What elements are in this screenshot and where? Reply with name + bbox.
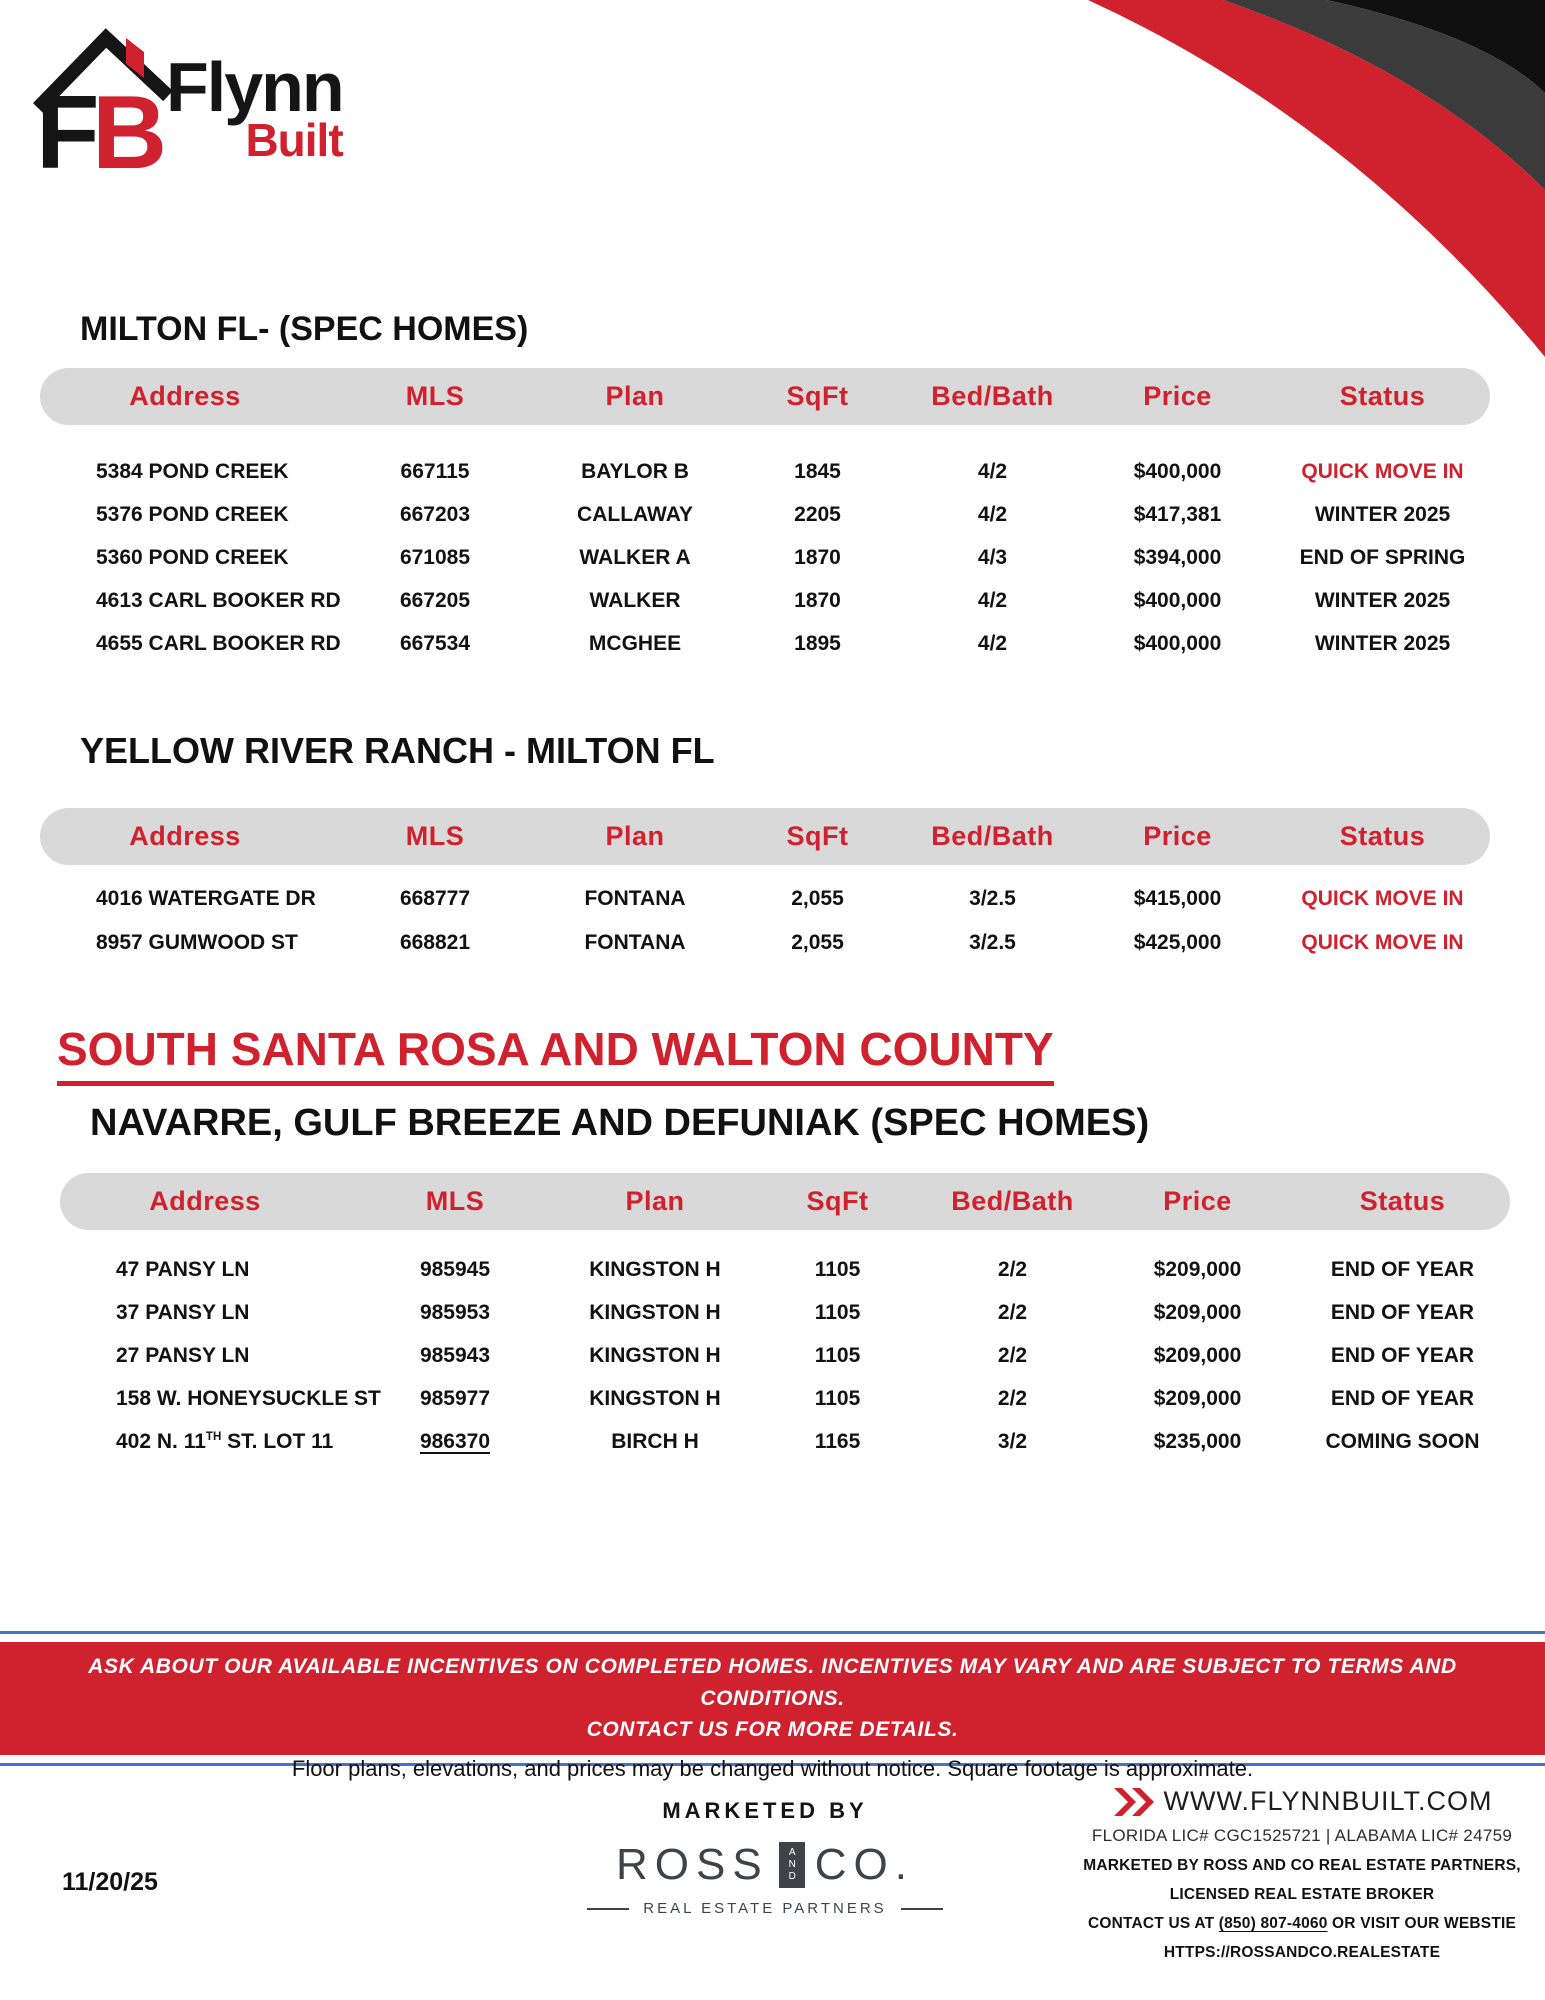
price-cell: $415,000 <box>1133 887 1222 910</box>
logo-built: Built <box>245 113 343 166</box>
column-header-sqft: SqFt <box>806 1186 869 1216</box>
column-header-address: Address <box>129 821 241 851</box>
mls-cell: 985945 <box>419 1257 491 1281</box>
region-title-south-santa-rosa: SOUTH SANTA ROSA AND WALTON COUNTY <box>57 1022 1054 1086</box>
contact-line <box>1072 1915 1532 1933</box>
table-body <box>40 425 1490 665</box>
section-title-milton: MILTON FL- (SPEC HOMES) <box>80 310 529 348</box>
sqft-cell: 1165 <box>814 1429 861 1453</box>
ross-and-co-logo <box>555 1840 975 1890</box>
contact-block <box>1072 1786 1532 1962</box>
ross-tagline: REAL ESTATE PARTNERS <box>643 1900 887 1917</box>
column-header-sqft: SqFt <box>786 821 849 851</box>
plan-cell: BIRCH H <box>611 1429 699 1453</box>
mls-cell: 667534 <box>399 631 471 655</box>
column-header-price: Price <box>1143 821 1212 851</box>
bedbath-cell: 4/3 <box>977 545 1008 569</box>
disclaimer-text: Floor plans, elevations, and prices may be changed without notice. Square footage is approximate. <box>291 1756 1254 1781</box>
sqft-cell: 1105 <box>814 1257 861 1281</box>
table-row <box>60 1377 1510 1420</box>
column-header-bed-bath: Bed/Bath <box>931 821 1054 851</box>
table-yellow-river-ranch <box>40 808 1490 965</box>
address-cell: 8957 GUMWOOD ST <box>96 931 298 954</box>
address-cell: 4655 CARL BOOKER RD <box>96 631 341 655</box>
column-header-sqft: SqFt <box>786 381 849 411</box>
bedbath-cell: 4/2 <box>977 631 1008 655</box>
price-cell: $425,000 <box>1133 931 1222 954</box>
column-header-status: Status <box>1359 1186 1446 1216</box>
price-cell: $394,000 <box>1133 545 1222 569</box>
status-cell: QUICK MOVE IN <box>1301 931 1464 954</box>
price-cell: $235,000 <box>1153 1429 1242 1453</box>
column-header-address: Address <box>149 1186 261 1216</box>
section-title-yellow-river: YELLOW RIVER RANCH - MILTON FL <box>80 730 715 771</box>
column-header-mls: MLS <box>405 381 465 411</box>
table-row <box>40 921 1490 965</box>
price-cell: $209,000 <box>1153 1257 1242 1281</box>
sqft-cell: 1870 <box>794 588 841 612</box>
bedbath-cell: 2/2 <box>997 1300 1028 1324</box>
table-milton-spec-homes <box>40 368 1490 665</box>
logo-flynn: Flynn <box>166 48 343 126</box>
address-cell: 5376 POND CREEK <box>96 502 289 526</box>
sqft-cell: 1895 <box>794 631 841 655</box>
plan-cell: WALKER <box>589 588 681 612</box>
sqft-cell: 1105 <box>814 1300 861 1324</box>
mls-cell: 667115 <box>400 459 470 483</box>
section-title-navarre: NAVARRE, GULF BREEZE AND DEFUNIAK (SPEC HOMES) <box>90 1102 1150 1144</box>
bedbath-cell: 3/2.5 <box>969 887 1016 910</box>
ross-wordmark: ROSS <box>616 1840 769 1889</box>
banner-top-line <box>0 1631 1545 1634</box>
corner-decoration <box>845 0 1545 400</box>
plan-cell: FONTANA <box>584 931 686 954</box>
contact-post: OR VISIT OUR WEBSTIE <box>1327 1915 1517 1932</box>
price-cell: $400,000 <box>1133 631 1222 655</box>
logo-text <box>166 48 343 166</box>
tagline-left-dash <box>587 1908 629 1910</box>
table-row <box>40 450 1490 493</box>
banner-line-2: CONTACT US FOR MORE DETAILS. <box>586 1718 959 1741</box>
column-header-status: Status <box>1339 821 1426 851</box>
table-body <box>40 865 1490 965</box>
column-header-plan: Plan <box>605 821 665 851</box>
status-cell: QUICK MOVE IN <box>1301 887 1464 910</box>
and-box: AND <box>779 1842 805 1888</box>
status-cell: END OF SPRING <box>1299 545 1466 569</box>
plan-cell: KINGSTON H <box>589 1257 721 1281</box>
table-row <box>40 579 1490 622</box>
bedbath-cell: 2/2 <box>997 1386 1028 1410</box>
address-cell: 4016 WATERGATE DR <box>96 887 316 910</box>
status-cell: END OF YEAR <box>1330 1343 1475 1367</box>
table-row <box>40 622 1490 665</box>
corner-black-band <box>1327 0 1545 93</box>
broker-line-1: MARKETED BY ROSS AND CO REAL ESTATE PARTNERS, <box>1083 1857 1521 1874</box>
table-row <box>60 1334 1510 1377</box>
bedbath-cell: 4/2 <box>977 502 1008 526</box>
status-cell: END OF YEAR <box>1330 1386 1475 1410</box>
corner-gray-band <box>1223 0 1545 190</box>
column-header-address: Address <box>129 381 241 411</box>
column-header-status: Status <box>1339 381 1426 411</box>
sqft-cell: 1105 <box>814 1343 861 1367</box>
mls-cell: 671085 <box>399 545 471 569</box>
price-cell: $209,000 <box>1153 1386 1242 1410</box>
address-cell: 37 PANSY LN <box>116 1300 250 1324</box>
mls-cell: 667205 <box>399 588 471 612</box>
address-cell: 158 W. HONEYSUCKLE ST <box>116 1386 381 1410</box>
column-header-plan: Plan <box>625 1186 685 1216</box>
table-header-row <box>40 368 1490 425</box>
price-cell: $417,381 <box>1133 502 1222 526</box>
sqft-cell: 1870 <box>794 545 841 569</box>
status-cell: WINTER 2025 <box>1314 502 1451 526</box>
tagline-right-dash <box>901 1908 943 1910</box>
flyer-date: 11/20/25 <box>62 1868 158 1896</box>
bedbath-cell: 4/2 <box>977 588 1008 612</box>
plan-cell: KINGSTON H <box>589 1300 721 1324</box>
status-cell: COMING SOON <box>1325 1429 1480 1453</box>
table-row <box>40 493 1490 536</box>
price-cell: $209,000 <box>1153 1300 1242 1324</box>
status-cell: WINTER 2025 <box>1314 588 1451 612</box>
co-wordmark: CO. <box>814 1840 914 1889</box>
address-cell: 402 N. 11TH ST. LOT 11 <box>116 1429 334 1453</box>
column-header-mls: MLS <box>425 1186 485 1216</box>
table-body <box>60 1230 1510 1463</box>
sqft-cell: 1845 <box>794 459 841 483</box>
mls-cell: 668777 <box>399 887 471 910</box>
price-cell: $400,000 <box>1133 588 1222 612</box>
incentive-banner <box>0 1631 1545 1766</box>
bedbath-cell: 3/2 <box>997 1429 1028 1453</box>
banner-line-1: ASK ABOUT OUR AVAILABLE INCENTIVES ON COMPLETED HOMES. INCENTIVES MAY VARY AND ARE SUBJECT TO TERMS AND CONDITIONS. <box>88 1655 1457 1710</box>
table-row <box>60 1291 1510 1334</box>
column-header-price: Price <box>1143 381 1212 411</box>
license-numbers: FLORIDA LIC# CGC1525721 | ALABAMA LIC# 24759 <box>1091 1826 1513 1845</box>
mls-cell: 985953 <box>419 1300 491 1324</box>
double-chevron-icon <box>1112 1788 1154 1816</box>
column-header-plan: Plan <box>605 381 665 411</box>
flynn-built-logo <box>30 26 343 176</box>
mls-cell: 668821 <box>399 931 471 954</box>
table-row <box>60 1248 1510 1291</box>
corner-red-band <box>1088 0 1545 357</box>
address-cell: 47 PANSY LN <box>116 1257 250 1281</box>
status-cell: QUICK MOVE IN <box>1301 459 1464 483</box>
price-cell: $400,000 <box>1133 459 1222 483</box>
banner-red-band <box>0 1642 1545 1755</box>
phone-number-link[interactable]: (850) 807-4060 <box>1218 1915 1328 1932</box>
plan-cell: BAYLOR B <box>581 459 689 483</box>
address-cell: 5384 POND CREEK <box>96 459 289 483</box>
plan-cell: CALLAWAY <box>577 502 693 526</box>
plan-cell: MCGHEE <box>588 631 682 655</box>
mls-cell: 667203 <box>399 502 471 526</box>
table-header-row <box>40 808 1490 865</box>
column-header-mls: MLS <box>405 821 465 851</box>
address-cell: 5360 POND CREEK <box>96 545 289 569</box>
table-header-row <box>60 1173 1510 1230</box>
marketed-by-block <box>555 1798 975 1917</box>
sqft-cell: 1105 <box>814 1386 861 1410</box>
fb-house-icon <box>30 26 180 176</box>
column-header-price: Price <box>1163 1186 1232 1216</box>
bedbath-cell: 2/2 <box>997 1343 1028 1367</box>
plan-cell: FONTANA <box>584 887 686 910</box>
address-cell: 27 PANSY LN <box>116 1343 250 1367</box>
broker-line-2: LICENSED REAL ESTATE BROKER <box>1169 1886 1435 1903</box>
address-cell: 4613 CARL BOOKER RD <box>96 588 341 612</box>
mls-cell[interactable]: 986370 <box>419 1429 491 1453</box>
status-cell: END OF YEAR <box>1330 1300 1475 1324</box>
bedbath-cell: 4/2 <box>977 459 1008 483</box>
plan-cell: KINGSTON H <box>589 1343 721 1367</box>
contact-pre: CONTACT US AT <box>1087 1915 1219 1932</box>
column-header-bed-bath: Bed/Bath <box>931 381 1054 411</box>
bedbath-cell: 3/2.5 <box>969 931 1016 954</box>
price-cell: $209,000 <box>1153 1343 1242 1367</box>
marketed-by-label: MARKETED BY <box>662 1798 868 1823</box>
sqft-cell: 2,055 <box>791 887 844 910</box>
column-header-bed-bath: Bed/Bath <box>951 1186 1074 1216</box>
website-row <box>1072 1786 1532 1817</box>
table-row <box>60 1420 1510 1463</box>
bedbath-cell: 2/2 <box>997 1257 1028 1281</box>
logo-letter-f: F <box>36 75 100 176</box>
rossandco-url-link[interactable]: HTTPS://ROSSANDCO.REALESTATE <box>1163 1944 1441 1961</box>
mls-cell: 985943 <box>419 1343 491 1367</box>
ross-tagline-row <box>555 1900 975 1917</box>
sqft-cell: 2205 <box>794 502 841 526</box>
table-navarre-spec-homes <box>60 1173 1510 1463</box>
plan-cell: KINGSTON H <box>589 1386 721 1410</box>
flynnbuilt-website-link[interactable]: WWW.FLYNNBUILT.COM <box>1163 1786 1493 1816</box>
table-row <box>40 877 1490 921</box>
logo-letter-b: B <box>92 75 168 176</box>
mls-cell: 985977 <box>419 1386 491 1410</box>
status-cell: WINTER 2025 <box>1314 631 1451 655</box>
plan-cell: WALKER A <box>579 545 691 569</box>
table-row <box>40 536 1490 579</box>
status-cell: END OF YEAR <box>1330 1257 1475 1281</box>
sqft-cell: 2,055 <box>791 931 844 954</box>
